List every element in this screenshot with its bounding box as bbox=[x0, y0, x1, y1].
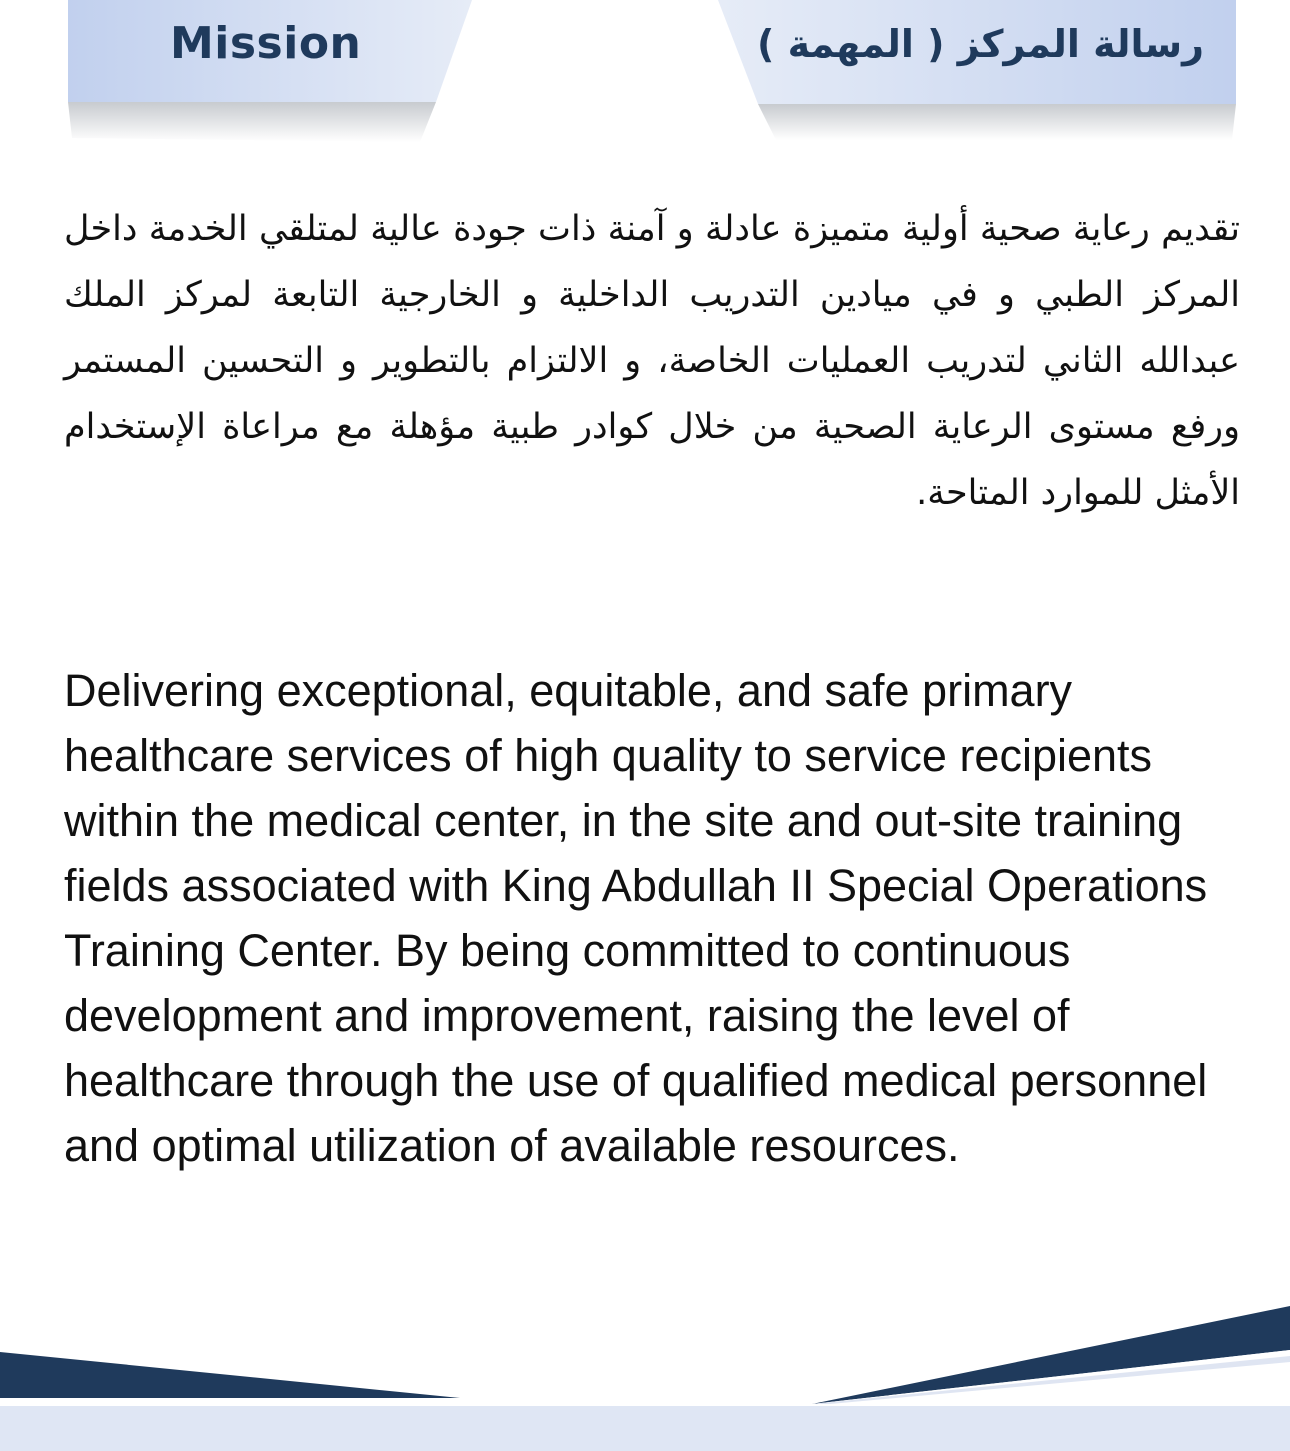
footer-decoration bbox=[0, 1290, 1290, 1451]
mission-text-english: Delivering exceptional, equitable, and safe primary healthcare services of high quality to service recipients within the medical center, in the site and out-site training fields associated with King Abdullah II Special Operations Training Center. By being committed to continuous development and improvement, raising the level of healthcare through the use of qualified medical personnel and optimal utilization of available resources. bbox=[64, 665, 1208, 1171]
mission-text-arabic: تقديم رعاية صحية أولية متميزة عادلة و آمنة ذات جودة عالية لمتلقي الخدمة داخل المركز الطبي و في ميادين التدريب الداخلية و الخارجية التابعة لمركز الملك عبدالله الثاني لتدريب العمليات الخاصة، و الالتزام بالتطوير و التحسين المستمر ورفع مستوى الرعاية الصحية من خلال كوادر طبية مؤهلة مع مراعاة الإستخدام الأمثل للموارد المتاحة. bbox=[64, 209, 1240, 513]
mission-title-ar: رسالة المركز ( المهمة ) bbox=[756, 22, 1204, 66]
mission-title-en: Mission bbox=[170, 18, 362, 69]
